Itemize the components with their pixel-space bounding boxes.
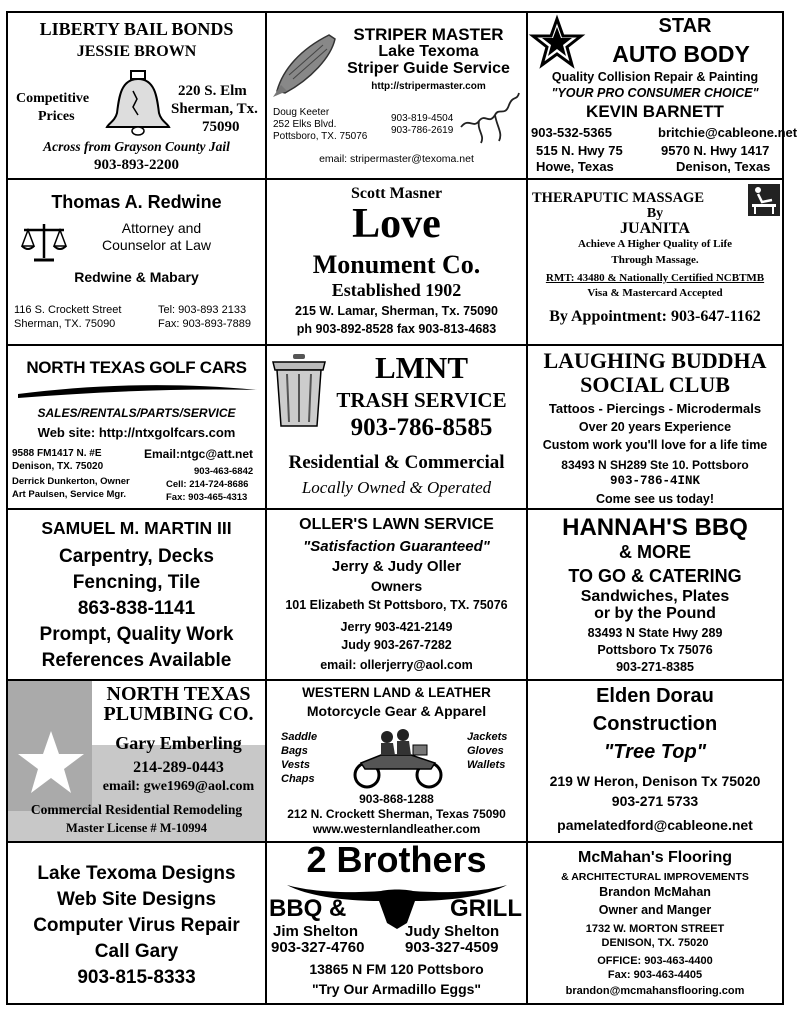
massage-tag2: Through Massage. [611, 254, 699, 266]
western-web[interactable]: www.westernlandleather.com [312, 822, 481, 836]
western-addr: 212 N. Crockett Sherman, Texas 75090 [287, 807, 506, 821]
oller-jerry: Jerry 903-421-2149 [340, 620, 453, 634]
massage-tag1: Achieve A Higher Quality of Life [577, 238, 733, 250]
mcmahan-name: McMahan's Flooring [577, 849, 733, 866]
martin-name: SAMUEL M. MARTIN III [41, 518, 232, 538]
martin-l4: References Available [41, 650, 232, 671]
designs-phone: 903-815-8333 [77, 967, 196, 988]
massage-rmt: RMT: 43480 & Nationally Certified NCBTMB [545, 272, 765, 284]
liberty-tag2: Prices [38, 109, 75, 124]
mcmahan-role: Owner and Manger [598, 903, 712, 917]
redwine-addr2: Sherman, TX. 75090 [14, 318, 116, 330]
liberty-tag1: Competitive [16, 91, 90, 106]
lmnt-service: TRASH SERVICE [336, 388, 507, 412]
striper-title: STRIPER MASTER [353, 25, 504, 44]
motorcycle-icon [351, 725, 447, 789]
ad-love-monument [267, 180, 528, 346]
ad-mcmahans-flooring [528, 843, 782, 1005]
hannah-phone: 903-271-8385 [616, 660, 694, 674]
liberty-addr2: Sherman, Tx. [171, 101, 258, 117]
elden-phone: 903-271 5733 [611, 793, 699, 809]
massage-appt: By Appointment: 903-647-1162 [549, 308, 761, 325]
ad-lmnt-trash-service [267, 346, 528, 510]
western-phone: 903-868-1288 [359, 792, 434, 806]
ad-ollers-lawn-service [267, 510, 528, 681]
oller-role: Owners [370, 578, 423, 594]
star-addr1b: Howe, Texas [536, 159, 614, 174]
lmnt-types: Residential & Commercial [288, 452, 505, 473]
liberty-across: Across from Grayson County Jail [43, 139, 230, 154]
golf-owner: Derrick Dunkerton, Owner [12, 476, 130, 487]
designs-l4: Call Gary [94, 941, 179, 962]
brothers-tag: "Try Our Armadillo Eggs" [311, 981, 482, 997]
buddha-visit: Come see us today! [595, 492, 715, 506]
buddha-custom: Custom work you'll love for a life time [542, 438, 768, 452]
western-left-3: Chaps [281, 773, 315, 785]
redwine-addr1: 116 S. Crockett Street [14, 304, 122, 316]
star-phone: 903-532-5365 [531, 125, 612, 140]
love-est: Established 1902 [331, 280, 462, 300]
buddha-exp: Over 20 years Experience [578, 420, 732, 434]
ad-striper-master [267, 13, 528, 180]
star-tag: Quality Collision Repair & Painting [551, 70, 759, 84]
mcmahan-email[interactable]: brandon@mcmahansflooring.com [565, 985, 745, 997]
golf-addr1: 9588 FM1417 N. #E [12, 448, 102, 459]
western-name: WESTERN LAND & LEATHER [302, 685, 491, 700]
texas-star-icon [16, 729, 86, 795]
hannah-addr1: 83493 N State Hwy 289 [587, 626, 723, 640]
liberty-addr1: 220 S. Elm [178, 83, 247, 99]
hannah-more: & MORE [619, 542, 691, 562]
brothers-ph1: 903-327-4760 [271, 939, 365, 956]
designs-l2: Web Site Designs [56, 889, 217, 910]
brothers-bbq: BBQ & [269, 895, 347, 922]
golf-mgr: Art Paulsen, Service Mgr. [12, 489, 127, 500]
star-choice: "YOUR PRO CONSUMER CHOICE" [551, 86, 759, 100]
redwine-role1: Attorney and [121, 220, 202, 236]
plumbing-license: Master License # M-10994 [65, 821, 208, 835]
golf-cell: Cell: 214-724-8686 [166, 479, 249, 490]
golf-fax: Fax: 903-465-4313 [166, 492, 248, 503]
ad-north-texas-golf-cars [8, 346, 267, 510]
oller-owners: Jerry & Judy Oller [331, 558, 462, 575]
western-right-0: Jackets [467, 731, 508, 743]
mcmahan-sub: & ARCHITECTURAL IMPROVEMENTS [561, 871, 749, 883]
redwine-tel: Tel: 903-893 2133 [158, 304, 247, 316]
western-right-1: Gloves [467, 745, 504, 757]
liberty-owner: JESSIE BROWN [76, 43, 197, 60]
martin-l1: Carpentry, Decks [59, 546, 214, 567]
striper-email[interactable]: email: stripermaster@texoma.net [319, 153, 474, 165]
ad-star-auto-body [528, 13, 797, 180]
western-sub: Motorcycle Gear & Apparel [306, 703, 487, 719]
elden-email[interactable]: pamelatedford@cableone.net [557, 817, 753, 833]
martin-phone: 863-838-1141 [77, 598, 196, 619]
striper-phone2: 903-786-2619 [391, 125, 454, 136]
redwine-role2: Counselor at Law [102, 237, 211, 253]
redwine-firm: Redwine & Mabary [74, 269, 199, 285]
golf-name: NORTH TEXAS GOLF CARS [26, 358, 247, 377]
liberty-name: LIBERTY BAIL BONDS [39, 19, 234, 39]
plumbing-person: Gary Emberling [115, 733, 242, 753]
plumbing-types: Commercial Residential Remodeling [30, 802, 243, 817]
brothers-p1: Jim Shelton [273, 923, 359, 940]
striper-addr2: Pottsboro, TX. 75076 [273, 131, 368, 142]
liberty-bell-icon [103, 69, 173, 137]
brothers-p2: Judy Shelton [405, 923, 500, 940]
western-right-2: Wallets [467, 759, 506, 771]
hannah-l2: or by the Pound [594, 605, 716, 622]
ad-redwine [8, 180, 267, 346]
brothers-name: 2 Brothers [306, 839, 487, 880]
ad-lake-texoma-designs [8, 843, 267, 1005]
brothers-addr: 13865 N FM 120 Pottsboro [309, 961, 484, 977]
golf-services: SALES/RENTALS/PARTS/SERVICE [37, 406, 236, 420]
oller-tag: "Satisfaction Guaranteed" [303, 538, 490, 555]
redwine-fax: Fax: 903-893-7889 [158, 318, 251, 330]
elden-name: Elden Dorau [596, 685, 714, 707]
ad-north-texas-plumbing [8, 681, 267, 843]
ad-2-brothers-bbq [267, 839, 528, 1005]
hannah-l1: Sandwiches, Plates [580, 588, 730, 605]
massage-name: THERAPUTIC MASSAGE [532, 190, 705, 206]
redwine-name: Thomas A. Redwine [51, 192, 222, 212]
mcmahan-addr1: 1732 W. MORTON STREET [585, 923, 725, 935]
buddha-services: Tattoos - Piercings - Microdermals [548, 401, 762, 416]
massage-by: By [646, 206, 664, 221]
love-person: Scott Masner [350, 185, 443, 202]
plumbing-phone: 214-289-0443 [133, 759, 224, 776]
golf-web[interactable]: Web site: http://ntxgolfcars.com [37, 425, 236, 440]
lmnt-name: LMNT [375, 350, 468, 385]
elden-type: Construction [592, 713, 718, 735]
star-addr1a: 515 N. Hwy 75 [536, 143, 623, 158]
buddha-phone: 903-786-4INK [609, 474, 700, 488]
massage-person: JUANITA [620, 220, 690, 237]
star-addr2a: 9570 N. Hwy 1417 [661, 143, 770, 158]
plumbing-name2: PLUMBING CO. [103, 703, 254, 725]
ad-therapeutic-massage [528, 180, 782, 346]
western-left-1: Bags [281, 745, 308, 757]
liberty-phone: 903-893-2200 [94, 157, 179, 173]
oller-addr: 101 Elizabeth St Pottsboro, TX. 75076 [285, 598, 508, 612]
ad-western-land-leather [267, 681, 528, 843]
ad-hannahs-bbq [528, 510, 782, 681]
mcmahan-office: OFFICE: 903-463-4400 [597, 955, 713, 967]
lmnt-phone: 903-786-8585 [350, 414, 493, 441]
plumbing-email[interactable]: email: gwe1969@aol.com [102, 779, 255, 794]
mcmahan-person: Brandon McMahan [599, 885, 711, 899]
ad-elden-dorau [528, 681, 782, 843]
martin-l3: Prompt, Quality Work [39, 624, 234, 645]
massage-cards: Visa & Mastercard Accepted [587, 287, 723, 299]
mcmahan-fax: Fax: 903-463-4405 [607, 969, 703, 981]
love-name: Monument Co. [312, 250, 481, 279]
oller-email[interactable]: email: ollerjerry@aol.com [320, 658, 473, 672]
hannah-togo: TO GO & CATERING [568, 566, 742, 586]
liberty-zip: 75090 [202, 119, 240, 135]
ad-laughing-buddha [528, 346, 782, 510]
martin-l2: Fencning, Tile [72, 572, 201, 593]
love-big: Love [352, 201, 441, 247]
buddha-addr: 83493 N SH289 Ste 10. Pottsboro [561, 458, 749, 472]
star-icon [530, 17, 584, 69]
striper-url[interactable]: http://stripermaster.com [371, 81, 486, 92]
golf-phone: 903-463-6842 [194, 466, 254, 477]
striper-addr1: 252 Elks Blvd. [273, 119, 337, 130]
love-addr: 215 W. Lamar, Sherman, Tx. 75090 [295, 304, 498, 318]
lmnt-local: Locally Owned & Operated [301, 478, 492, 497]
star-name2: AUTO BODY [612, 41, 750, 67]
ad-samuel-martin [8, 510, 267, 681]
brothers-ph2: 903-327-4509 [405, 939, 499, 956]
brothers-grill: GRILL [450, 895, 522, 922]
star-person: KEVIN BARNETT [586, 102, 724, 121]
star-name1: STAR [658, 15, 712, 37]
lake-map-icon [459, 87, 521, 145]
love-phones: ph 903-892-8528 fax 903-813-4683 [296, 322, 497, 336]
oller-name: OLLER'S LAWN SERVICE [299, 516, 494, 533]
star-addr2b: Denison, Texas [676, 159, 771, 174]
golf-swoosh-icon [16, 380, 260, 400]
buddha-name2: SOCIAL CLUB [580, 372, 730, 397]
striper-person: Doug Keeter [273, 107, 330, 118]
mcmahan-addr2: DENISON, TX. 75020 [601, 937, 709, 949]
golf-addr2: Denison, TX. 75020 [12, 461, 104, 472]
buddha-name1: LAUGHING BUDDHA [543, 348, 767, 373]
hannah-addr2: Pottsboro Tx 75076 [597, 643, 713, 657]
elden-nick: "Tree Top" [603, 741, 707, 763]
plumbing-name1: NORTH TEXAS [106, 683, 251, 705]
elden-addr: 219 W Heron, Denison Tx 75020 [549, 773, 761, 789]
designs-l1: Lake Texoma Designs [37, 863, 236, 884]
star-email[interactable]: britchie@cableone.net [658, 125, 797, 140]
ad-grid [6, 11, 797, 1005]
western-left-2: Vests [281, 759, 310, 771]
hannah-name: HANNAH'S BBQ [562, 514, 748, 541]
designs-l3: Computer Virus Repair [33, 915, 240, 936]
striper-sub1: Lake Texoma [378, 43, 479, 60]
ad-liberty-bail-bonds [8, 13, 267, 180]
western-left-0: Saddle [281, 731, 318, 743]
golf-email[interactable]: Email:ntgc@att.net [144, 447, 254, 461]
striper-sub2: Striper Guide Service [347, 60, 510, 77]
oller-judy: Judy 903-267-7282 [341, 638, 452, 652]
striper-phone1: 903-819-4504 [391, 113, 454, 124]
